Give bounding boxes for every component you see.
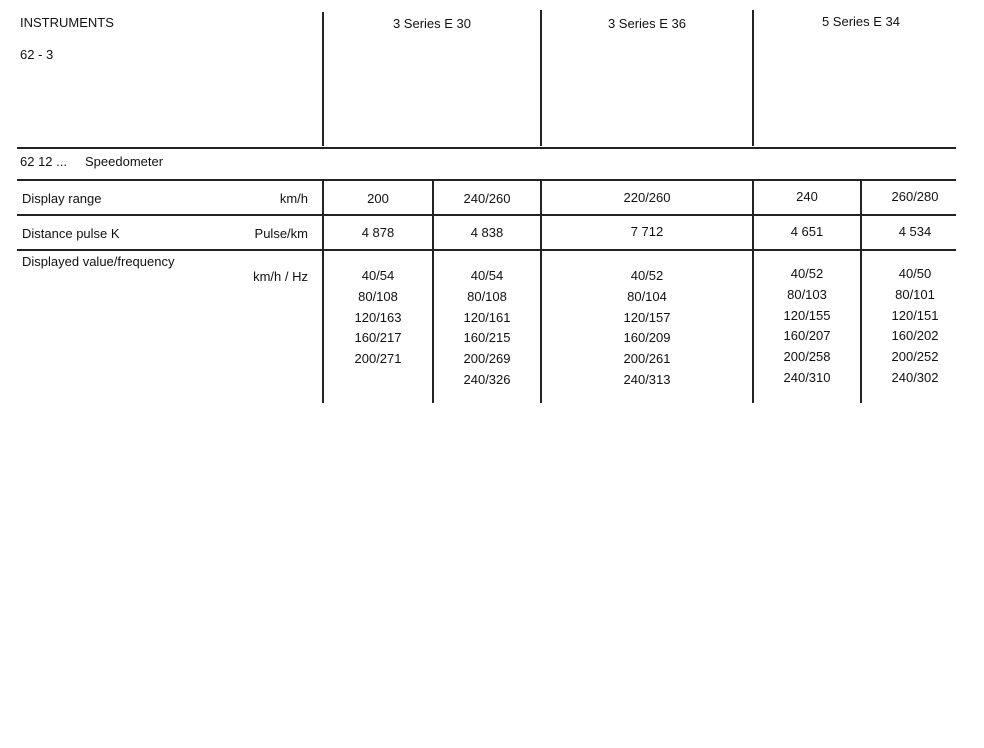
value-cell: 120/151 (891, 307, 939, 323)
table-cell: 4 878 (361, 225, 395, 240)
row-label-display-range: Display range (22, 191, 102, 206)
value-cell: 80/108 (467, 288, 507, 304)
value-cell: 200/271 (354, 351, 402, 367)
table-cell: 240 (796, 189, 818, 204)
header-divider (322, 12, 324, 146)
value-column-e30-a (323, 266, 433, 370)
row-label-distance-pulse: Distance pulse K (22, 226, 120, 241)
section-title: INSTRUMENTS (20, 15, 114, 30)
value-column-e34-b (861, 264, 969, 389)
table-cell: 200 (367, 191, 389, 206)
value-cell: 160/207 (783, 328, 831, 344)
value-cell: 120/155 (783, 307, 831, 323)
page-reference: 62 - 3 (20, 47, 54, 62)
value-cell: 40/54 (361, 268, 395, 283)
value-cell: 160/209 (623, 330, 671, 346)
group-bottom-rule (17, 179, 956, 181)
group-code: 62 12 ... (20, 154, 67, 169)
value-cell: 80/108 (358, 288, 398, 304)
row-unit-display-range: km/h (279, 191, 308, 206)
model-header-e36: 3 Series E 36 (607, 16, 687, 31)
header-divider (752, 10, 754, 146)
value-cell: 200/258 (783, 349, 831, 365)
value-cell: 120/161 (463, 309, 511, 325)
value-cell: 40/52 (630, 268, 664, 283)
value-cell: 240/326 (463, 371, 511, 387)
row-divider (17, 214, 956, 216)
value-cell: 160/217 (354, 330, 402, 346)
table-cell: 240/260 (463, 191, 511, 206)
row-label-displayed-value: Displayed value/frequency (22, 254, 175, 269)
value-cell: 80/104 (627, 288, 667, 304)
value-cell: 240/310 (783, 369, 831, 385)
row-unit-displayed-value: km/h / Hz (253, 269, 308, 284)
value-column-e30-b (433, 266, 541, 391)
table-cell: 4 838 (470, 225, 504, 240)
value-cell: 120/163 (354, 309, 402, 325)
value-cell: 200/261 (623, 351, 671, 367)
value-cell: 240/313 (623, 371, 671, 387)
table-cell: 260/280 (891, 189, 939, 204)
table-cell: 7 712 (630, 224, 664, 239)
header-bottom-rule (17, 147, 956, 149)
value-cell: 40/50 (898, 266, 932, 281)
row-unit-distance-pulse: Pulse/km (254, 226, 308, 241)
value-cell: 80/103 (787, 286, 827, 302)
value-cell: 200/269 (463, 351, 511, 367)
value-cell: 120/157 (623, 309, 671, 325)
row-divider (17, 249, 956, 251)
table-cell: 4 651 (790, 224, 824, 239)
value-cell: 160/215 (463, 330, 511, 346)
value-cell: 80/101 (895, 286, 935, 302)
model-header-e30: 3 Series E 30 (392, 16, 472, 31)
group-title: Speedometer (85, 154, 164, 169)
value-cell: 160/202 (891, 328, 939, 344)
value-cell: 40/52 (790, 266, 824, 281)
value-cell: 200/252 (891, 349, 939, 365)
model-header-e34: 5 Series E 34 (821, 14, 901, 29)
header-divider (540, 10, 542, 146)
value-column-e36 (541, 266, 753, 391)
value-column-e34-a (753, 264, 861, 389)
table-cell: 4 534 (898, 224, 932, 239)
value-cell: 240/302 (891, 369, 939, 385)
table-cell: 220/260 (623, 190, 671, 205)
value-cell: 40/54 (470, 268, 504, 283)
